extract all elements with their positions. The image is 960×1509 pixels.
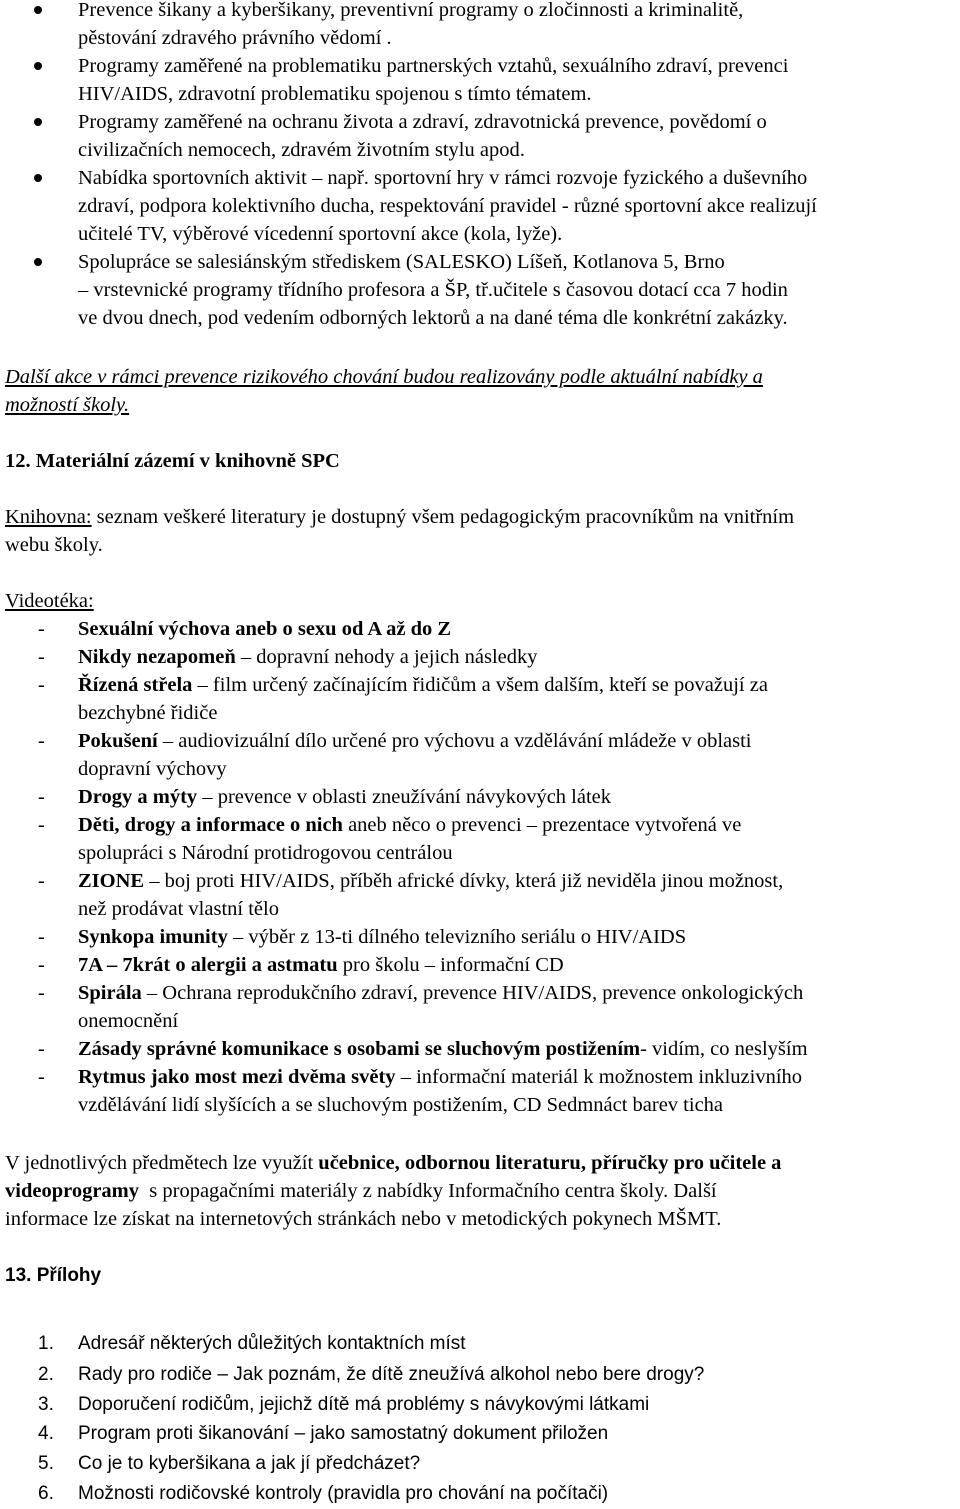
attachment-number: 2. — [38, 1364, 54, 1385]
video-desc-cont: než prodávat vlastní tělo — [78, 898, 279, 920]
video-item — [78, 1063, 802, 1091]
video-item — [78, 615, 451, 643]
attachment-item: Doporučení rodičům, jejichž dítě má problémy s návykovými látkami — [78, 1394, 650, 1415]
section-heading: 13. Přílohy — [5, 1265, 102, 1286]
video-desc-cont: spolupráci s Národní protidrogovou centrálou — [78, 842, 453, 864]
video-desc-cont: dopravní výchovy — [78, 758, 227, 780]
attachment-item: Program proti šikanování – jako samostatný dokument přiložen — [78, 1423, 609, 1444]
bullet-line: HIV/AIDS, zdravotní problematiku spojenou s tímto tématem. — [78, 83, 592, 105]
dash-marker: - — [38, 730, 45, 752]
video-title: Děti, drogy a informace o nich — [78, 814, 343, 836]
video-desc: – informační materiál k možnostem inkluzivního — [395, 1066, 803, 1088]
video-title: Pokušení — [78, 730, 158, 752]
bullet-line: učitelé TV, výběrové vícedenní sportovní akce (kola, lyže). — [78, 223, 563, 245]
attachment-item: Co je to kyberšikana a jak jí předcházet? — [78, 1453, 421, 1474]
section-heading: 12. Materiální zázemí v knihovně SPC — [5, 450, 340, 472]
attachment-number: 4. — [38, 1423, 54, 1444]
video-label: Videotéka: — [5, 590, 94, 612]
video-item — [78, 783, 611, 811]
video-title: ZIONE — [78, 870, 145, 892]
attachment-item: Adresář některých důležitých kontaktních míst — [78, 1333, 466, 1354]
bullet-line: Programy zaměřené na ochranu života a zdraví, zdravotnická prevence, povědomí o — [78, 111, 767, 133]
bullet-line: – vrstevnické programy třídního profesora a ŠP, tř.učitele s časovou dotací cca 7 hodin — [78, 279, 788, 301]
library-text-cont: webu školy. — [5, 534, 103, 556]
video-item — [78, 727, 751, 755]
closing-bold: učebnice, odbornou literaturu, příručky pro učitele a — [318, 1152, 782, 1174]
video-item — [78, 867, 783, 895]
dash-marker: - — [38, 674, 45, 696]
video-desc: – výběr z 13-ti dílného televizního seriálu o HIV/AIDS — [227, 926, 687, 948]
video-title: Rytmus jako most mezi dvěma světy — [78, 1066, 396, 1088]
video-desc: – dopravní nehody a jejich následky — [235, 646, 538, 668]
note-line: možností školy. — [5, 394, 130, 416]
video-item — [78, 923, 686, 951]
attachment-number: 5. — [38, 1453, 54, 1474]
video-item — [78, 979, 803, 1007]
video-title: Řízená střela — [78, 674, 193, 696]
bullet-dot — [34, 62, 42, 70]
dash-marker: - — [38, 954, 45, 976]
attachment-item: Možnosti rodičovské kontroly (pravidla pro chování na počítači) — [78, 1483, 609, 1504]
bullet-dot — [34, 6, 42, 14]
video-desc: – audiovizuální dílo určené pro výchovu a vzdělávání mládeže v oblasti — [157, 730, 752, 752]
attachment-item: Rady pro rodiče – Jak poznám, že dítě zneužívá alkohol nebo bere drogy? — [78, 1364, 705, 1385]
video-desc: aneb něco o prevenci – prezentace vytvořená ve — [342, 814, 742, 836]
closing-bold: videoprogramy — [5, 1180, 140, 1202]
library-text: seznam veškeré literatury je dostupný všem pedagogickým pracovníkům na vnitřním — [91, 506, 795, 528]
bullet-line: Nabídka sportovních aktivit – např. sportovní hry v rámci rozvoje fyzického a duševního — [78, 167, 808, 189]
attachment-number: 1. — [38, 1333, 54, 1354]
closing-line — [5, 1177, 717, 1205]
dash-marker: - — [38, 1066, 45, 1088]
dash-marker: - — [38, 618, 45, 640]
bullet-dot — [34, 258, 42, 266]
video-title: 7A – 7krát o alergii a astmatu — [78, 954, 338, 976]
dash-marker: - — [38, 786, 45, 808]
closing-line: informace lze získat na internetových stránkách nebo v metodických pokynech MŠMT. — [5, 1208, 722, 1230]
closing-line — [5, 1149, 781, 1177]
attachment-number: 3. — [38, 1394, 54, 1415]
bullet-dot — [34, 118, 42, 126]
video-desc-cont: onemocnění — [78, 1010, 179, 1032]
bullet-line: Spolupráce se salesiánským střediskem (SALESKO) Líšeň, Kotlanova 5, Brno — [78, 251, 725, 273]
closing-text: V jednotlivých předmětech lze využít — [5, 1152, 319, 1174]
video-title: Spirála — [78, 982, 142, 1004]
video-item — [78, 951, 564, 979]
bullet-line: civilizačních nemocech, zdravém životním stylu apod. — [78, 139, 525, 161]
video-desc: pro školu – informační CD — [337, 954, 564, 976]
dash-marker: - — [38, 646, 45, 668]
note-line: Další akce v rámci prevence rizikového chování budou realizovány podle aktuální nabídky a — [5, 366, 763, 388]
video-desc-cont: bezchybné řidiče — [78, 702, 218, 724]
library-label: Knihovna: — [5, 506, 92, 528]
video-title: Synkopa imunity — [78, 926, 228, 948]
bullet-line: zdraví, podpora kolektivního ducha, respektování pravidel - různé sportovní akce realizují — [78, 195, 817, 217]
dash-marker: - — [38, 814, 45, 836]
dash-marker: - — [38, 870, 45, 892]
video-title: Sexuální výchova aneb o sexu od A až do Z — [78, 618, 452, 640]
video-title: Zásady správné komunikace s osobami se sluchovým postižením — [78, 1038, 641, 1060]
library-paragraph — [5, 503, 794, 531]
bullet-line: pěstování zdravého právního vědomí . — [78, 27, 392, 49]
video-item — [78, 643, 538, 671]
video-desc: – boj proti HIV/AIDS, příběh africké dívky, která již neviděla jinou možnost, — [144, 870, 784, 892]
video-item — [78, 811, 741, 839]
dash-marker: - — [38, 982, 45, 1004]
video-item — [78, 1035, 808, 1063]
dash-marker: - — [38, 926, 45, 948]
bullet-line: Prevence šikany a kyberšikany, preventivní programy o zločinnosti a kriminalitě, — [78, 0, 744, 21]
attachment-number: 6. — [38, 1483, 54, 1504]
video-title: Nikdy nezapomeň — [78, 646, 236, 668]
video-desc: – film určený začínajícím řidičům a všem dalším, kteří se považují za — [192, 674, 768, 696]
bullet-dot — [34, 174, 42, 182]
video-desc: – Ochrana reprodukčního zdraví, prevence HIV/AIDS, prevence onkologických — [141, 982, 804, 1004]
video-desc: - vidím, co neslyším — [640, 1038, 808, 1060]
bullet-line: Programy zaměřené na problematiku partnerských vztahů, sexuálního zdraví, prevenci — [78, 55, 789, 77]
video-desc: – prevence v oblasti zneužívání návykových látek — [197, 786, 612, 808]
dash-marker: - — [38, 1038, 45, 1060]
video-title: Drogy a mýty — [78, 786, 198, 808]
video-item — [78, 671, 768, 699]
bullet-line: ve dvou dnech, pod vedením odborných lektorů a na dané téma dle konkrétní zakázky. — [78, 307, 788, 329]
video-desc-cont: vzdělávání lidí slyšících a se sluchovým postižením, CD Sedmnáct barev ticha — [78, 1094, 724, 1116]
closing-text: s propagačními materiály z nabídky Informačního centra školy. Další — [139, 1180, 717, 1202]
